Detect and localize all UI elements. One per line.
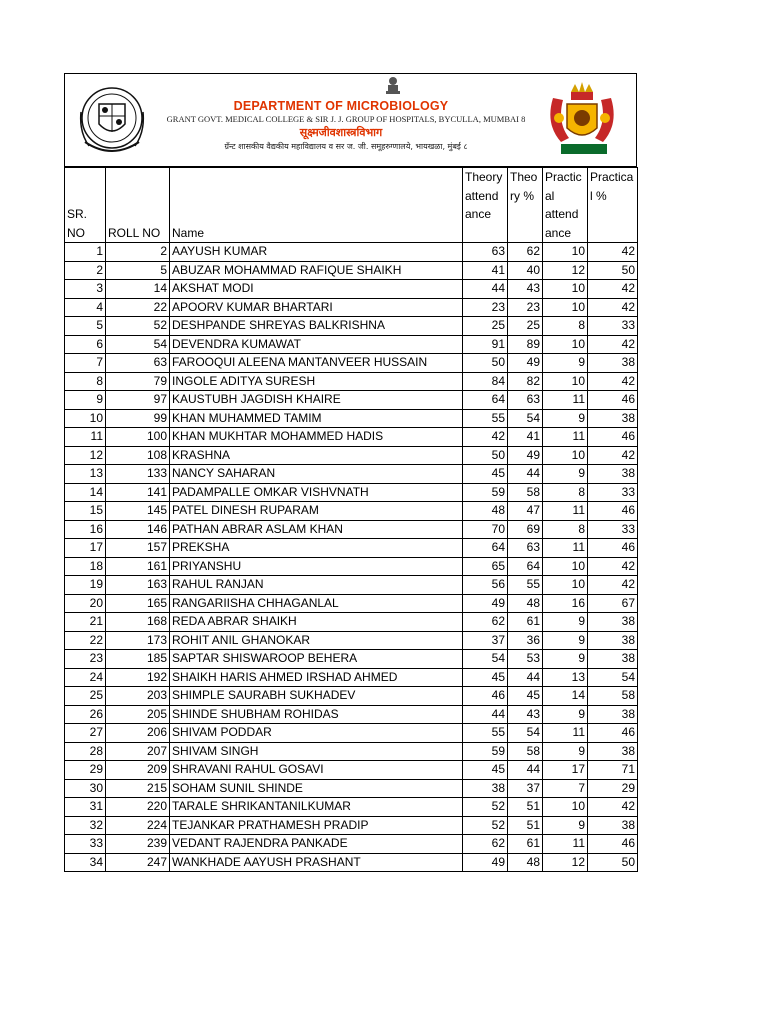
theory-attendance-cell: 49 <box>463 853 508 872</box>
practical-attendance-cell: 10 <box>543 335 588 354</box>
college-name: GRANT GOVT. MEDICAL COLLEGE & SIR J. J. GROUP OF HOSPITALS, BYCULLA, MUMBAI 8 <box>166 114 526 124</box>
theory-attendance-cell: 50 <box>463 354 508 373</box>
practical-percent-cell: 33 <box>588 317 638 336</box>
table-row <box>65 280 638 299</box>
name-cell: VEDANT RAJENDRA PANKADE <box>170 835 463 854</box>
practical-attendance-cell: 10 <box>543 280 588 299</box>
roll-no-cell: 173 <box>106 631 170 650</box>
name-cell: PATHAN ABRAR ASLAM KHAN <box>170 520 463 539</box>
name-cell: ROHIT ANIL GHANOKAR <box>170 631 463 650</box>
roll-no-cell: 145 <box>106 502 170 521</box>
practical-attendance-cell: 11 <box>543 502 588 521</box>
practical-attendance-cell: 10 <box>543 298 588 317</box>
sr-no-cell: 17 <box>65 539 106 558</box>
roll-no-cell: 52 <box>106 317 170 336</box>
theory-attendance-cell: 37 <box>463 631 508 650</box>
sr-no-cell: 31 <box>65 798 106 817</box>
col-header-sr-no: SR. NO <box>65 168 106 243</box>
practical-attendance-cell: 12 <box>543 261 588 280</box>
name-cell: KAUSTUBH JAGDISH KHAIRE <box>170 391 463 410</box>
name-cell: SHAIKH HARIS AHMED IRSHAD AHMED <box>170 668 463 687</box>
roll-no-cell: 215 <box>106 779 170 798</box>
roll-no-cell: 97 <box>106 391 170 410</box>
theory-percent-cell: 62 <box>508 243 543 262</box>
practical-attendance-cell: 8 <box>543 483 588 502</box>
practical-attendance-cell: 16 <box>543 594 588 613</box>
roll-no-cell: 224 <box>106 816 170 835</box>
practical-attendance-cell: 14 <box>543 687 588 706</box>
practical-percent-cell: 29 <box>588 779 638 798</box>
theory-attendance-cell: 42 <box>463 428 508 447</box>
practical-percent-cell: 46 <box>588 502 638 521</box>
name-cell: KHAN MUHAMMED TAMIM <box>170 409 463 428</box>
theory-percent-cell: 55 <box>508 576 543 595</box>
practical-percent-cell: 50 <box>588 261 638 280</box>
table-row <box>65 428 638 447</box>
theory-attendance-cell: 52 <box>463 798 508 817</box>
header-banner <box>64 73 637 167</box>
department-title-marathi: सूक्ष्मजीवशास्त्रविभाग <box>299 126 383 139</box>
table-row <box>65 798 638 817</box>
name-cell: SAPTAR SHISWAROOP BEHERA <box>170 650 463 669</box>
table-row <box>65 631 638 650</box>
practical-attendance-cell: 10 <box>543 243 588 262</box>
theory-percent-cell: 40 <box>508 261 543 280</box>
sr-no-cell: 8 <box>65 372 106 391</box>
roll-no-cell: 54 <box>106 335 170 354</box>
roll-no-cell: 192 <box>106 668 170 687</box>
theory-percent-cell: 61 <box>508 835 543 854</box>
theory-percent-cell: 45 <box>508 687 543 706</box>
theory-attendance-cell: 25 <box>463 317 508 336</box>
theory-percent-cell: 54 <box>508 724 543 743</box>
practical-percent-cell: 33 <box>588 520 638 539</box>
practical-attendance-cell: 10 <box>543 372 588 391</box>
sr-no-cell: 16 <box>65 520 106 539</box>
theory-percent-cell: 69 <box>508 520 543 539</box>
name-cell: SHRAVANI RAHUL GOSAVI <box>170 761 463 780</box>
sr-no-cell: 25 <box>65 687 106 706</box>
theory-attendance-cell: 45 <box>463 465 508 484</box>
roll-no-cell: 207 <box>106 742 170 761</box>
theory-attendance-cell: 91 <box>463 335 508 354</box>
table-row <box>65 742 638 761</box>
roll-no-cell: 163 <box>106 576 170 595</box>
roll-no-cell: 165 <box>106 594 170 613</box>
theory-attendance-cell: 48 <box>463 502 508 521</box>
practical-percent-cell: 33 <box>588 483 638 502</box>
table-row <box>65 539 638 558</box>
table-row <box>65 520 638 539</box>
sr-no-cell: 33 <box>65 835 106 854</box>
col-header-roll-no: ROLL NO <box>106 168 170 243</box>
practical-percent-cell: 38 <box>588 742 638 761</box>
theory-percent-cell: 51 <box>508 798 543 817</box>
sr-no-cell: 26 <box>65 705 106 724</box>
sr-no-cell: 22 <box>65 631 106 650</box>
sr-no-cell: 7 <box>65 354 106 373</box>
theory-attendance-cell: 45 <box>463 668 508 687</box>
theory-percent-cell: 82 <box>508 372 543 391</box>
name-cell: TARALE SHRIKANTANILKUMAR <box>170 798 463 817</box>
col-header-name: Name <box>170 168 463 243</box>
roll-no-cell: 203 <box>106 687 170 706</box>
table-row <box>65 409 638 428</box>
roll-no-cell: 100 <box>106 428 170 447</box>
practical-percent-cell: 42 <box>588 798 638 817</box>
name-cell: AAYUSH KUMAR <box>170 243 463 262</box>
sr-no-cell: 6 <box>65 335 106 354</box>
practical-percent-cell: 38 <box>588 631 638 650</box>
theory-percent-cell: 37 <box>508 779 543 798</box>
theory-percent-cell: 48 <box>508 853 543 872</box>
theory-percent-cell: 89 <box>508 335 543 354</box>
practical-attendance-cell: 12 <box>543 853 588 872</box>
sr-no-cell: 15 <box>65 502 106 521</box>
theory-attendance-cell: 70 <box>463 520 508 539</box>
theory-attendance-cell: 59 <box>463 742 508 761</box>
attendance-sheet <box>64 73 637 872</box>
hospital-crest-icon <box>539 78 625 164</box>
practical-attendance-cell: 9 <box>543 742 588 761</box>
practical-percent-cell: 46 <box>588 539 638 558</box>
theory-attendance-cell: 41 <box>463 261 508 280</box>
name-cell: PRIYANSHU <box>170 557 463 576</box>
practical-percent-cell: 38 <box>588 705 638 724</box>
table-row <box>65 298 638 317</box>
practical-percent-cell: 54 <box>588 668 638 687</box>
theory-percent-cell: 54 <box>508 409 543 428</box>
name-cell: FAROOQUI ALEENA MANTANVEER HUSSAIN <box>170 354 463 373</box>
practical-percent-cell: 38 <box>588 613 638 632</box>
sr-no-cell: 1 <box>65 243 106 262</box>
table-row <box>65 465 638 484</box>
name-cell: SHIVAM SINGH <box>170 742 463 761</box>
sr-no-cell: 12 <box>65 446 106 465</box>
theory-percent-cell: 47 <box>508 502 543 521</box>
theory-attendance-cell: 46 <box>463 687 508 706</box>
table-row <box>65 594 638 613</box>
theory-percent-cell: 63 <box>508 391 543 410</box>
practical-attendance-cell: 10 <box>543 446 588 465</box>
practical-percent-cell: 46 <box>588 724 638 743</box>
theory-attendance-cell: 65 <box>463 557 508 576</box>
name-cell: DESHPANDE SHREYAS BALKRISHNA <box>170 317 463 336</box>
name-cell: TEJANKAR PRATHAMESH PRADIP <box>170 816 463 835</box>
theory-percent-cell: 23 <box>508 298 543 317</box>
theory-percent-cell: 49 <box>508 354 543 373</box>
theory-percent-cell: 63 <box>508 539 543 558</box>
sr-no-cell: 20 <box>65 594 106 613</box>
name-cell: APOORV KUMAR BHARTARI <box>170 298 463 317</box>
sr-no-cell: 23 <box>65 650 106 669</box>
theory-attendance-cell: 45 <box>463 761 508 780</box>
col-header-practical-attendance: Practic al attend ance <box>543 168 588 243</box>
practical-attendance-cell: 9 <box>543 650 588 669</box>
theory-percent-cell: 43 <box>508 280 543 299</box>
theory-attendance-cell: 62 <box>463 613 508 632</box>
practical-percent-cell: 46 <box>588 835 638 854</box>
theory-attendance-cell: 55 <box>463 724 508 743</box>
practical-percent-cell: 42 <box>588 576 638 595</box>
practical-percent-cell: 42 <box>588 243 638 262</box>
practical-percent-cell: 42 <box>588 298 638 317</box>
theory-percent-cell: 53 <box>508 650 543 669</box>
theory-percent-cell: 44 <box>508 668 543 687</box>
sr-no-cell: 2 <box>65 261 106 280</box>
sr-no-cell: 24 <box>65 668 106 687</box>
theory-percent-cell: 64 <box>508 557 543 576</box>
name-cell: INGOLE ADITYA SURESH <box>170 372 463 391</box>
sr-no-cell: 30 <box>65 779 106 798</box>
roll-no-cell: 5 <box>106 261 170 280</box>
table-row <box>65 372 638 391</box>
practical-attendance-cell: 10 <box>543 576 588 595</box>
theory-attendance-cell: 44 <box>463 705 508 724</box>
college-crest-icon <box>77 82 147 160</box>
sr-no-cell: 18 <box>65 557 106 576</box>
practical-attendance-cell: 9 <box>543 613 588 632</box>
theory-percent-cell: 51 <box>508 816 543 835</box>
practical-percent-cell: 42 <box>588 280 638 299</box>
practical-percent-cell: 42 <box>588 372 638 391</box>
col-header-practical-percent: Practica l % <box>588 168 638 243</box>
table-row <box>65 243 638 262</box>
name-cell: PADAMPALLE OMKAR VISHVNATH <box>170 483 463 502</box>
practical-attendance-cell: 9 <box>543 816 588 835</box>
table-row <box>65 687 638 706</box>
practical-percent-cell: 42 <box>588 557 638 576</box>
name-cell: SHIVAM PODDAR <box>170 724 463 743</box>
theory-percent-cell: 58 <box>508 483 543 502</box>
table-body <box>65 243 638 872</box>
name-cell: RAHUL RANJAN <box>170 576 463 595</box>
theory-attendance-cell: 62 <box>463 835 508 854</box>
name-cell: NANCY SAHARAN <box>170 465 463 484</box>
sr-no-cell: 19 <box>65 576 106 595</box>
sr-no-cell: 10 <box>65 409 106 428</box>
theory-attendance-cell: 64 <box>463 539 508 558</box>
theory-percent-cell: 48 <box>508 594 543 613</box>
sr-no-cell: 9 <box>65 391 106 410</box>
col-header-theory-attendance: Theory attend ance <box>463 168 508 243</box>
roll-no-cell: 14 <box>106 280 170 299</box>
table-row <box>65 391 638 410</box>
sr-no-cell: 34 <box>65 853 106 872</box>
name-cell: SHINDE SHUBHAM ROHIDAS <box>170 705 463 724</box>
table-row <box>65 502 638 521</box>
theory-percent-cell: 41 <box>508 428 543 447</box>
sr-no-cell: 14 <box>65 483 106 502</box>
practical-attendance-cell: 9 <box>543 705 588 724</box>
name-cell: RANGARIISHA CHHAGANLAL <box>170 594 463 613</box>
name-cell: KRASHNA <box>170 446 463 465</box>
table-row <box>65 668 638 687</box>
roll-no-cell: 146 <box>106 520 170 539</box>
practical-attendance-cell: 11 <box>543 539 588 558</box>
table-row <box>65 335 638 354</box>
name-cell: SHIMPLE SAURABH SUKHADEV <box>170 687 463 706</box>
practical-attendance-cell: 17 <box>543 761 588 780</box>
table-row <box>65 576 638 595</box>
practical-percent-cell: 71 <box>588 761 638 780</box>
theory-percent-cell: 49 <box>508 446 543 465</box>
theory-percent-cell: 44 <box>508 761 543 780</box>
practical-percent-cell: 38 <box>588 465 638 484</box>
sr-no-cell: 29 <box>65 761 106 780</box>
practical-attendance-cell: 9 <box>543 631 588 650</box>
name-cell: PREKSHA <box>170 539 463 558</box>
roll-no-cell: 63 <box>106 354 170 373</box>
practical-attendance-cell: 8 <box>543 317 588 336</box>
practical-percent-cell: 46 <box>588 428 638 447</box>
theory-attendance-cell: 54 <box>463 650 508 669</box>
practical-percent-cell: 46 <box>588 391 638 410</box>
sr-no-cell: 21 <box>65 613 106 632</box>
college-name-marathi: ग्रँन्ट शासकीय वैद्यकीय महाविद्यालय व सर ज. जी. समूहरुग्णालये, भायखळा, मुंबई ८ <box>224 142 468 151</box>
sr-no-cell: 13 <box>65 465 106 484</box>
theory-percent-cell: 25 <box>508 317 543 336</box>
sr-no-cell: 5 <box>65 317 106 336</box>
name-cell: AKSHAT MODI <box>170 280 463 299</box>
sr-no-cell: 32 <box>65 816 106 835</box>
roll-no-cell: 206 <box>106 724 170 743</box>
name-cell: KHAN MUKHTAR MOHAMMED HADIS <box>170 428 463 447</box>
practical-percent-cell: 67 <box>588 594 638 613</box>
roll-no-cell: 108 <box>106 446 170 465</box>
table-row <box>65 483 638 502</box>
name-cell: PATEL DINESH RUPARAM <box>170 502 463 521</box>
practical-attendance-cell: 10 <box>543 557 588 576</box>
theory-attendance-cell: 23 <box>463 298 508 317</box>
sr-no-cell: 11 <box>65 428 106 447</box>
sr-no-cell: 27 <box>65 724 106 743</box>
theory-attendance-cell: 44 <box>463 280 508 299</box>
roll-no-cell: 239 <box>106 835 170 854</box>
national-emblem-icon <box>384 76 402 96</box>
theory-percent-cell: 43 <box>508 705 543 724</box>
table-row <box>65 317 638 336</box>
practical-percent-cell: 38 <box>588 409 638 428</box>
table-row <box>65 613 638 632</box>
theory-attendance-cell: 50 <box>463 446 508 465</box>
theory-percent-cell: 36 <box>508 631 543 650</box>
practical-percent-cell: 58 <box>588 687 638 706</box>
theory-attendance-cell: 55 <box>463 409 508 428</box>
practical-attendance-cell: 11 <box>543 724 588 743</box>
roll-no-cell: 141 <box>106 483 170 502</box>
roll-no-cell: 133 <box>106 465 170 484</box>
roll-no-cell: 209 <box>106 761 170 780</box>
practical-attendance-cell: 11 <box>543 391 588 410</box>
theory-percent-cell: 61 <box>508 613 543 632</box>
roll-no-cell: 157 <box>106 539 170 558</box>
roll-no-cell: 185 <box>106 650 170 669</box>
practical-attendance-cell: 8 <box>543 520 588 539</box>
practical-attendance-cell: 11 <box>543 428 588 447</box>
table-row <box>65 853 638 872</box>
roll-no-cell: 22 <box>106 298 170 317</box>
roll-no-cell: 79 <box>106 372 170 391</box>
theory-attendance-cell: 59 <box>463 483 508 502</box>
table-row <box>65 816 638 835</box>
department-title: DEPARTMENT OF MICROBIOLOGY <box>233 99 449 113</box>
sr-no-cell: 3 <box>65 280 106 299</box>
table-header-row <box>65 168 638 243</box>
theory-percent-cell: 44 <box>508 465 543 484</box>
table-row <box>65 557 638 576</box>
theory-percent-cell: 58 <box>508 742 543 761</box>
theory-attendance-cell: 38 <box>463 779 508 798</box>
name-cell: WANKHADE AAYUSH PRASHANT <box>170 853 463 872</box>
theory-attendance-cell: 49 <box>463 594 508 613</box>
theory-attendance-cell: 56 <box>463 576 508 595</box>
name-cell: REDA ABRAR SHAIKH <box>170 613 463 632</box>
roll-no-cell: 247 <box>106 853 170 872</box>
practical-attendance-cell: 11 <box>543 835 588 854</box>
roll-no-cell: 220 <box>106 798 170 817</box>
name-cell: ABUZAR MOHAMMAD RAFIQUE SHAIKH <box>170 261 463 280</box>
name-cell: DEVENDRA KUMAWAT <box>170 335 463 354</box>
table-row <box>65 650 638 669</box>
roll-no-cell: 168 <box>106 613 170 632</box>
table-row <box>65 705 638 724</box>
table-row <box>65 724 638 743</box>
roll-no-cell: 99 <box>106 409 170 428</box>
roll-no-cell: 161 <box>106 557 170 576</box>
roll-no-cell: 2 <box>106 243 170 262</box>
col-header-theory-percent: Theo ry % <box>508 168 543 243</box>
theory-attendance-cell: 52 <box>463 816 508 835</box>
sr-no-cell: 28 <box>65 742 106 761</box>
practical-percent-cell: 38 <box>588 816 638 835</box>
practical-percent-cell: 38 <box>588 354 638 373</box>
roll-no-cell: 205 <box>106 705 170 724</box>
table-row <box>65 779 638 798</box>
practical-attendance-cell: 9 <box>543 354 588 373</box>
sr-no-cell: 4 <box>65 298 106 317</box>
practical-attendance-cell: 7 <box>543 779 588 798</box>
practical-attendance-cell: 10 <box>543 798 588 817</box>
theory-attendance-cell: 84 <box>463 372 508 391</box>
table-row <box>65 446 638 465</box>
name-cell: SOHAM SUNIL SHINDE <box>170 779 463 798</box>
practical-percent-cell: 50 <box>588 853 638 872</box>
attendance-table <box>64 167 638 872</box>
practical-percent-cell: 42 <box>588 335 638 354</box>
practical-attendance-cell: 13 <box>543 668 588 687</box>
practical-attendance-cell: 9 <box>543 409 588 428</box>
table-row <box>65 761 638 780</box>
theory-attendance-cell: 64 <box>463 391 508 410</box>
practical-percent-cell: 38 <box>588 650 638 669</box>
table-row <box>65 354 638 373</box>
theory-attendance-cell: 63 <box>463 243 508 262</box>
practical-percent-cell: 42 <box>588 446 638 465</box>
practical-attendance-cell: 9 <box>543 465 588 484</box>
table-row <box>65 261 638 280</box>
table-row <box>65 835 638 854</box>
